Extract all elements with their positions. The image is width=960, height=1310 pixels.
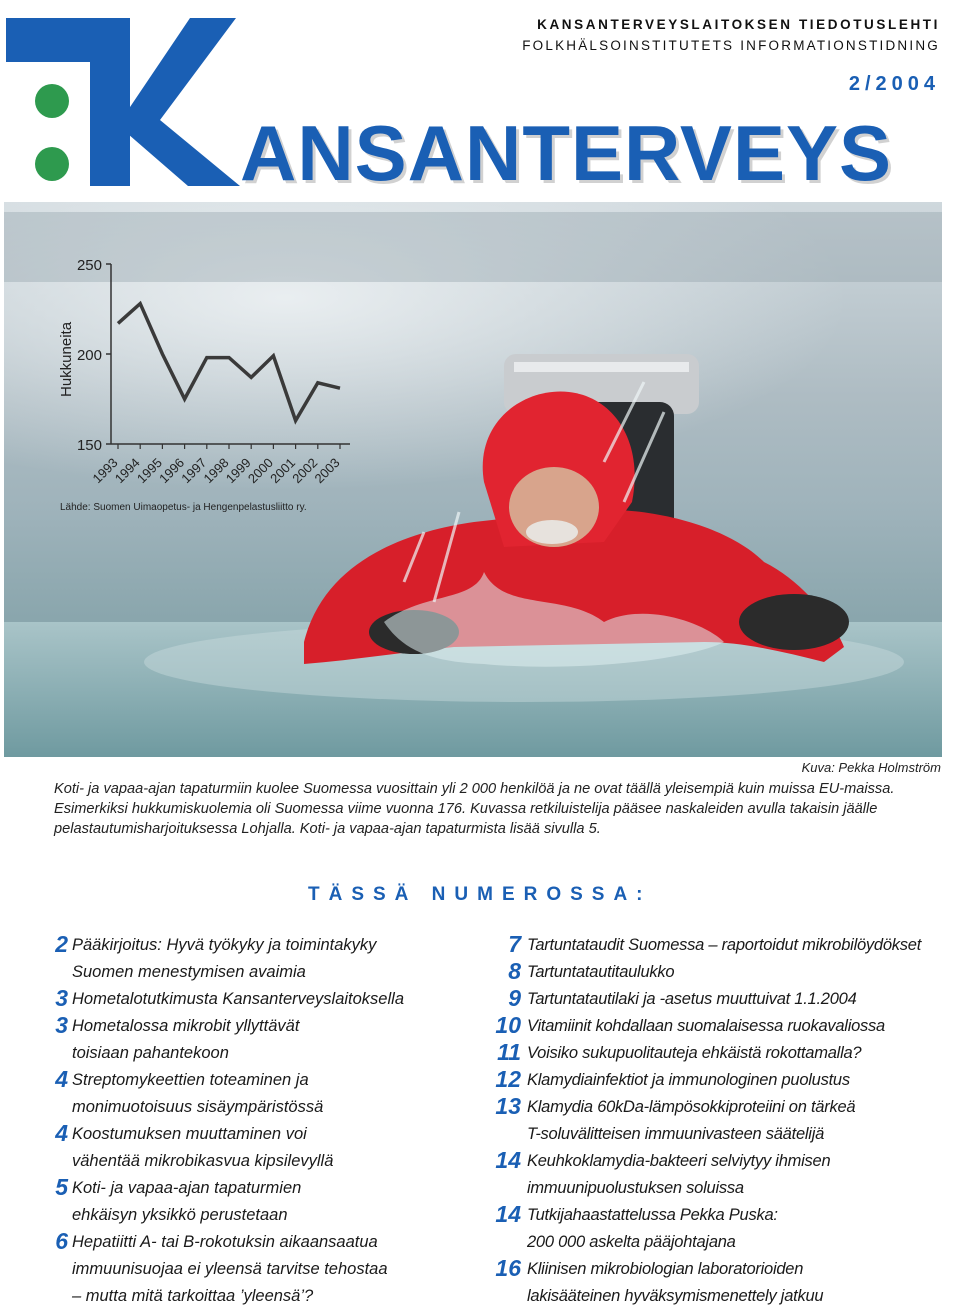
toc-item-text: Pääkirjoitus: Hyvä työkyky ja toimintakyky bbox=[72, 936, 377, 954]
toc-page-number: 7 bbox=[508, 931, 521, 957]
toc-item-text: Klamydia 60kDa-lämpösokkiproteiini on tärkeä bbox=[527, 1098, 856, 1116]
toc-item-text: Streptomykeettien toteaminen ja bbox=[72, 1071, 309, 1089]
toc-item[interactable] bbox=[490, 1201, 950, 1228]
subtitle-swedish: FOLKHÄLSOINSTITUTETS INFORMATIONSTIDNING bbox=[522, 38, 940, 53]
toc-item-text: Suomen menestymisen avaimia bbox=[72, 963, 306, 981]
chart-x-tick-label: 1997 bbox=[178, 455, 210, 487]
toc-item-text: monimuotoisuus sisäympäristössä bbox=[72, 1098, 324, 1116]
chart-x-tick-label: 2002 bbox=[289, 455, 321, 487]
toc-item[interactable] bbox=[46, 931, 486, 958]
toc-item[interactable] bbox=[46, 1174, 486, 1201]
toc-page-number: 2 bbox=[55, 931, 68, 957]
chart-y-tick-label: 150 bbox=[76, 437, 102, 454]
chart-x-tick-label: 1998 bbox=[200, 455, 232, 487]
toc-item-text: Koostumuksen muuttaminen voi bbox=[72, 1125, 307, 1143]
cover-photo bbox=[4, 202, 942, 757]
toc-item-text: lakisääteinen hyväksymismenettely jatkuu bbox=[527, 1287, 824, 1305]
toc-item[interactable] bbox=[46, 985, 486, 1012]
toc-item-text: vähentää mikrobikasvua kipsilevyllä bbox=[72, 1152, 334, 1170]
chart-x-tick-label: 1995 bbox=[133, 455, 165, 487]
toc-item-text: Tartuntatautilaki ja -asetus muuttuivat 1.1.2004 bbox=[527, 990, 857, 1008]
subtitle-finnish: KANSANTERVEYSLAITOKSEN TIEDOTUSLEHTI bbox=[537, 17, 940, 32]
toc-item-text: toisiaan pahantekoon bbox=[72, 1044, 229, 1062]
photo-credit: Kuva: Pekka Holmström bbox=[801, 760, 941, 775]
toc-item-text: immuunisuojaa ei yleensä tarvitse tehostaa bbox=[72, 1260, 388, 1278]
toc-item[interactable] bbox=[46, 1201, 486, 1228]
issue-number: 2/2004 bbox=[848, 73, 940, 95]
kansanterveys-logo-icon bbox=[0, 0, 250, 195]
toc-page-number: 5 bbox=[55, 1174, 68, 1200]
toc-item-text: Vitamiinit kohdallaan suomalaisessa ruokavaliossa bbox=[527, 1017, 885, 1035]
toc-item-text: Tartuntatautitaulukko bbox=[527, 963, 675, 981]
toc-page-number: 3 bbox=[55, 985, 68, 1011]
cover-photo-illustration bbox=[4, 202, 942, 757]
toc-left-column bbox=[46, 931, 486, 1309]
toc-item[interactable] bbox=[46, 1066, 486, 1093]
chart-x-tick-label: 2000 bbox=[244, 455, 276, 487]
toc-item[interactable] bbox=[490, 1120, 950, 1147]
toc-page-number: 12 bbox=[495, 1066, 521, 1092]
toc-item-text: ehkäisyn yksikkö perustetaan bbox=[72, 1206, 288, 1224]
toc-item[interactable] bbox=[490, 1012, 950, 1039]
toc-item-text: Hometalotutkimusta Kansanterveyslaitoksella bbox=[72, 990, 404, 1008]
toc-page-number: 13 bbox=[495, 1093, 521, 1119]
chart-y-tick-label: 200 bbox=[76, 347, 102, 364]
toc-page-number: 16 bbox=[495, 1255, 521, 1281]
toc-item-text: – mutta mitä tarkoittaa ’yleensä’? bbox=[72, 1287, 314, 1305]
toc-item[interactable] bbox=[46, 1282, 486, 1309]
toc-item[interactable] bbox=[46, 1255, 486, 1282]
toc-item[interactable] bbox=[490, 1228, 950, 1255]
chart-y-tick-label: 250 bbox=[76, 257, 102, 274]
toc-title: TÄSSÄ NUMEROSSA: bbox=[308, 884, 652, 905]
toc-page-number: 14 bbox=[495, 1201, 521, 1227]
toc-item[interactable] bbox=[46, 1012, 486, 1039]
toc-item-text: immuunipuolustuksen soluissa bbox=[527, 1179, 744, 1197]
toc-page-number: 3 bbox=[55, 1012, 68, 1038]
toc-item[interactable] bbox=[490, 1255, 950, 1282]
toc-item[interactable] bbox=[46, 1039, 486, 1066]
toc-page-number: 6 bbox=[55, 1228, 68, 1254]
toc-item[interactable] bbox=[46, 1093, 486, 1120]
toc-item[interactable] bbox=[46, 1228, 486, 1255]
toc-item-text: Koti- ja vapaa-ajan tapaturmien bbox=[72, 1179, 302, 1197]
toc-item-text: Voisiko sukupuolitauteja ehkäistä rokottamalla? bbox=[527, 1044, 862, 1062]
toc-item-text: Klamydiainfektiot ja immunologinen puolustus bbox=[527, 1071, 850, 1089]
chart-x-tick-label: 2003 bbox=[311, 455, 343, 487]
toc-page-number: 4 bbox=[55, 1120, 68, 1146]
toc-item-text: 200 000 askelta pääjohtajana bbox=[527, 1233, 736, 1251]
chart-y-label: Hukkuneita bbox=[58, 321, 75, 397]
chart-x-tick-label: 1996 bbox=[156, 455, 188, 487]
toc-item[interactable] bbox=[490, 958, 950, 985]
toc-item-text: Hepatiitti A- tai B-rokotuksin aikaansaatua bbox=[72, 1233, 378, 1251]
toc-right-column bbox=[490, 931, 950, 1309]
toc-item[interactable] bbox=[490, 1282, 950, 1309]
toc-page-number: 14 bbox=[495, 1147, 521, 1173]
toc-page-number: 11 bbox=[497, 1039, 521, 1065]
masthead bbox=[0, 0, 960, 200]
toc-item[interactable] bbox=[490, 1147, 950, 1174]
toc-page-number: 4 bbox=[55, 1066, 68, 1092]
toc-item[interactable] bbox=[490, 1093, 950, 1120]
chart-source: Lähde: Suomen Uimaopetus- ja Hengenpelastusliitto ry. bbox=[60, 502, 307, 513]
toc-item[interactable] bbox=[46, 1147, 486, 1174]
toc-item[interactable] bbox=[490, 931, 950, 958]
toc-item-text: Tutkijahaastattelussa Pekka Puska: bbox=[527, 1206, 778, 1224]
toc-item[interactable] bbox=[46, 958, 486, 985]
chart-x-tick-label: 2001 bbox=[267, 455, 299, 487]
photo-caption: Koti- ja vapaa-ajan tapaturmiin kuolee Suomessa vuosittain yli 2 000 henkilöä ja ne ovat täällä yleisempiä kuin muissa EU-maissa. Esimerkiksi hukkumiskuolemia oli Suomessa viime vuonna 176. Kuvassa retkiluistelija pääsee naskaleiden avulla takaisin jäälle pelastautumisharjoituksessa Lohjalla. Koti- ja vapaa-ajan tapaturmista lisää sivulla 5. bbox=[54, 781, 895, 837]
toc-page-number: 8 bbox=[508, 958, 521, 984]
toc-item[interactable] bbox=[490, 985, 950, 1012]
toc-item-text: Kliinisen mikrobiologian laboratorioiden bbox=[527, 1260, 804, 1278]
toc-item-text: Keuhkoklamydia-bakteeri selviytyy ihmisen bbox=[527, 1152, 831, 1170]
toc-item-text: T-soluvälitteisen immuunivasteen säätelijä bbox=[527, 1125, 825, 1143]
chart-x-tick-label: 1993 bbox=[89, 455, 121, 487]
toc-item[interactable] bbox=[490, 1174, 950, 1201]
chart-x-tick-label: 1994 bbox=[111, 455, 143, 487]
toc-page-number: 9 bbox=[508, 985, 521, 1011]
toc-item[interactable] bbox=[46, 1120, 486, 1147]
toc-item-text: Tartuntataudit Suomessa – raportoidut mikrobilöydökset bbox=[527, 936, 922, 954]
toc-item-text: Hometalossa mikrobit yllyttävät bbox=[72, 1017, 300, 1035]
toc-item[interactable] bbox=[490, 1039, 950, 1066]
toc-item[interactable] bbox=[490, 1066, 950, 1093]
magazine-title: ANSANTERVEYS bbox=[240, 109, 893, 197]
chart-x-tick-label: 1999 bbox=[222, 455, 254, 487]
toc-page-number: 10 bbox=[495, 1012, 521, 1038]
